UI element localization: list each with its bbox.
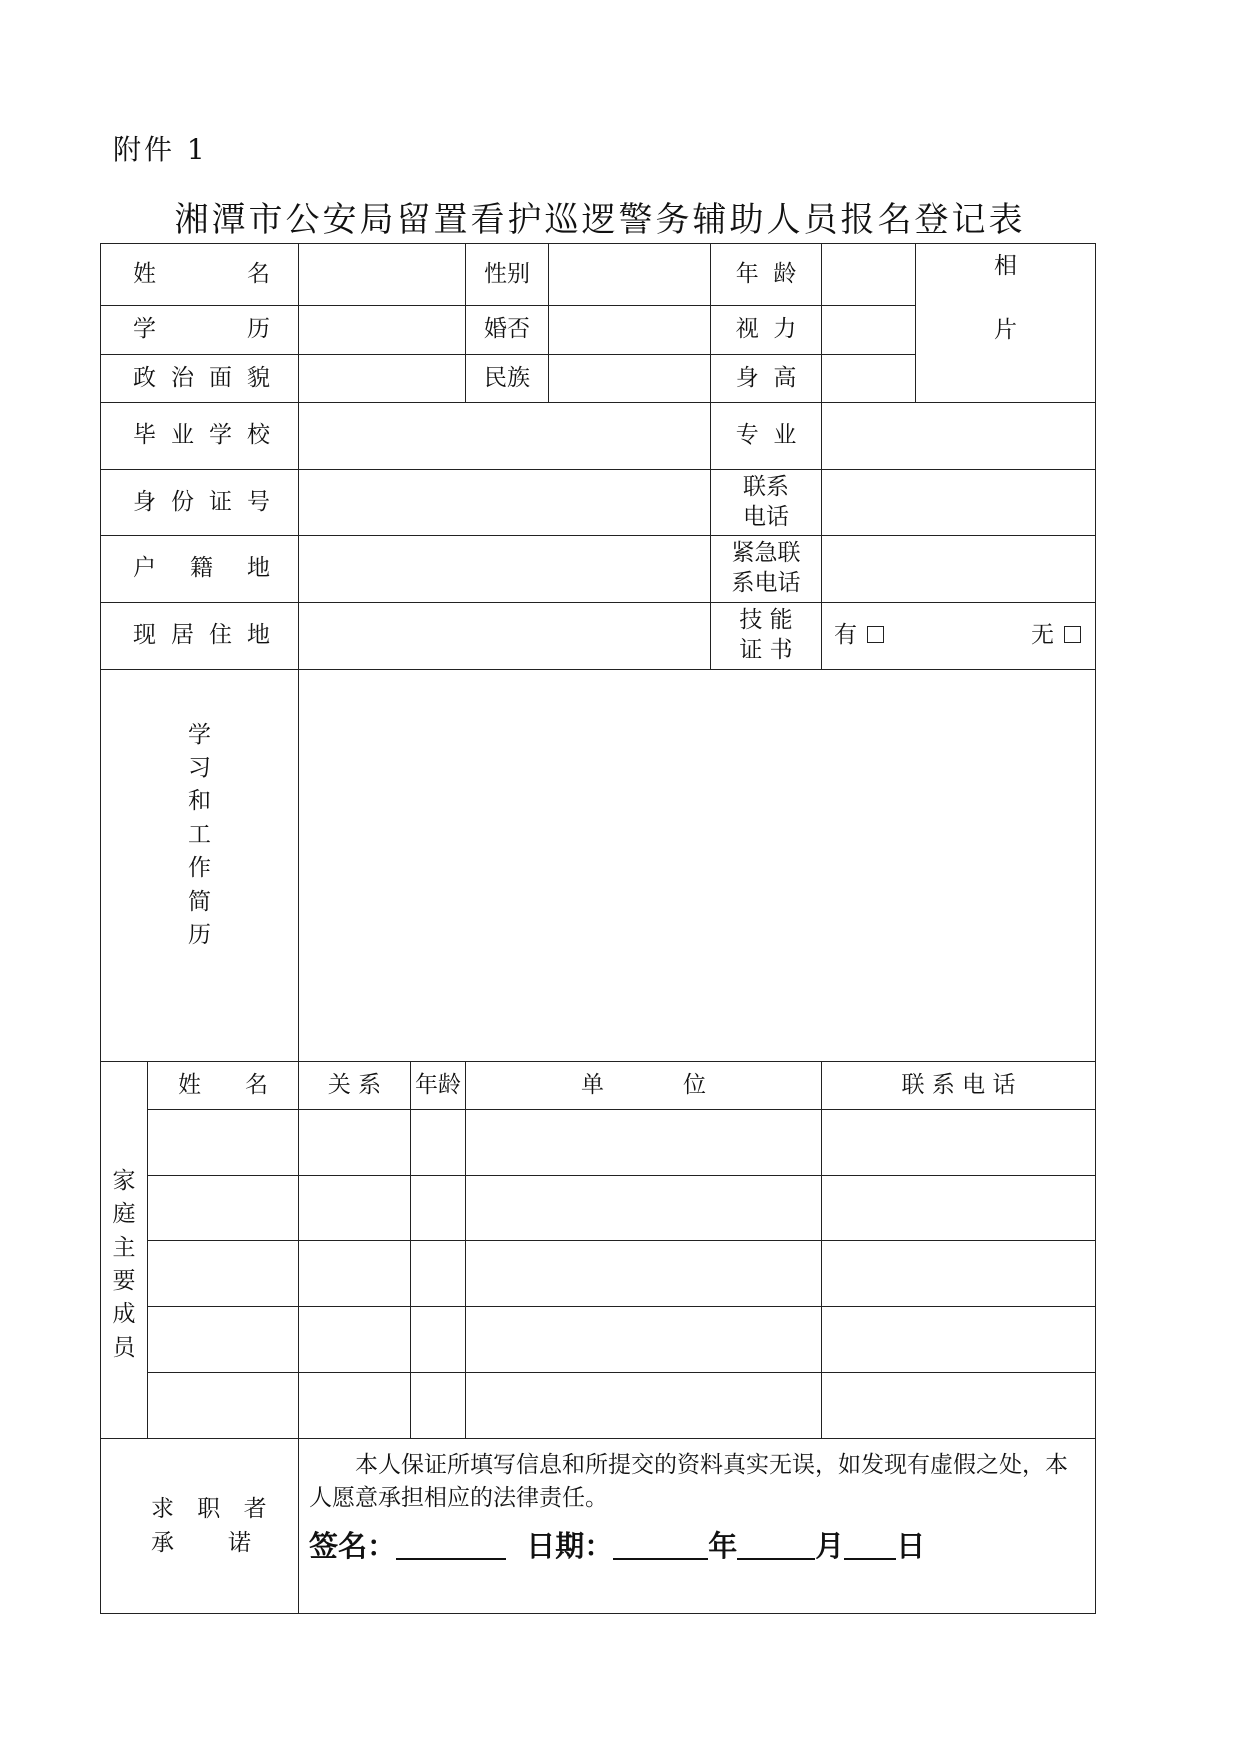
- label-skill-cert: 技 能 证 书: [711, 603, 822, 670]
- field-phone[interactable]: [822, 470, 1096, 536]
- cert-yes-checkbox[interactable]: [867, 626, 884, 643]
- family-cell-unit[interactable]: [466, 1241, 822, 1307]
- family-header-unit: 单 位: [466, 1062, 822, 1110]
- family-cell-phone[interactable]: [822, 1307, 1096, 1373]
- commitment-text: 本人保证所填写信息和所提交的资料真实无误，如发现有虚假之处，本人愿意承担相应的法律责任。: [309, 1452, 1068, 1512]
- field-major[interactable]: [822, 403, 1096, 470]
- family-header-age: 年龄: [411, 1062, 466, 1110]
- label-emergency-phone: 紧急联 系电话: [711, 536, 822, 603]
- field-hukou[interactable]: [299, 536, 711, 603]
- label-phone: 联系 电话: [711, 470, 822, 536]
- field-height[interactable]: [822, 355, 916, 403]
- family-cell-unit[interactable]: [466, 1176, 822, 1241]
- signature-line: [309, 1528, 1085, 1566]
- field-school[interactable]: [299, 403, 711, 470]
- field-name[interactable]: [299, 244, 466, 306]
- family-cell-age[interactable]: [411, 1307, 466, 1373]
- label-major: 专 业: [711, 403, 822, 470]
- family-cell-phone[interactable]: [822, 1241, 1096, 1307]
- field-age[interactable]: [822, 244, 916, 306]
- field-residence[interactable]: [299, 603, 711, 670]
- family-cell-unit[interactable]: [466, 1373, 822, 1439]
- form-title: 湘潭市公安局留置看护巡逻警务辅助人员报名登记表: [174, 200, 1026, 240]
- date-month-field[interactable]: [737, 1530, 815, 1560]
- family-cell-name[interactable]: [148, 1176, 299, 1241]
- family-cell-unit[interactable]: [466, 1110, 822, 1176]
- family-cell-age[interactable]: [411, 1110, 466, 1176]
- photo-label-1: 相: [994, 253, 1017, 279]
- label-vision: 视 力: [711, 306, 822, 355]
- label-commitment: 求 职 者 承 诺: [101, 1439, 299, 1614]
- date-year-field[interactable]: [613, 1530, 708, 1560]
- day-label: 日: [896, 1528, 926, 1563]
- family-cell-phone[interactable]: [822, 1110, 1096, 1176]
- family-cell-name[interactable]: [148, 1307, 299, 1373]
- label-education: 学 历: [101, 306, 299, 355]
- field-id-number[interactable]: [299, 470, 711, 536]
- label-resume: 学 习 和 工 作 简 历: [101, 670, 299, 1062]
- family-cell-relation[interactable]: [299, 1373, 411, 1439]
- field-education[interactable]: [299, 306, 466, 355]
- family-row: [101, 1307, 1096, 1373]
- field-skill-cert: [822, 603, 1096, 670]
- family-row: [101, 1176, 1096, 1241]
- family-row: [101, 1373, 1096, 1439]
- registration-form-table: [100, 243, 1096, 1614]
- field-gender[interactable]: [549, 244, 711, 306]
- family-header-phone: 联 系 电 话: [822, 1062, 1096, 1110]
- family-cell-phone[interactable]: [822, 1176, 1096, 1241]
- cert-no-checkbox[interactable]: [1064, 626, 1081, 643]
- family-cell-age[interactable]: [411, 1373, 466, 1439]
- family-cell-name[interactable]: [148, 1110, 299, 1176]
- family-cell-relation[interactable]: [299, 1307, 411, 1373]
- sign-label: 签名：: [309, 1528, 397, 1563]
- family-cell-relation[interactable]: [299, 1110, 411, 1176]
- cert-yes-option[interactable]: 有: [834, 621, 884, 651]
- commitment-content: [299, 1439, 1096, 1614]
- family-header-name: 姓 名: [148, 1062, 299, 1110]
- label-id-number: 身 份 证 号: [101, 470, 299, 536]
- photo-label-2: 片: [994, 316, 1017, 343]
- label-gender: 性别: [466, 244, 549, 306]
- date-day-field[interactable]: [844, 1530, 896, 1560]
- month-label: 月: [815, 1528, 845, 1563]
- family-cell-age[interactable]: [411, 1176, 466, 1241]
- photo-box[interactable]: [916, 244, 1096, 403]
- date-label: 日期：: [526, 1528, 614, 1563]
- family-header-relation: 关 系: [299, 1062, 411, 1110]
- label-marital: 婚否: [466, 306, 549, 355]
- label-ethnicity: 民族: [466, 355, 549, 403]
- field-marital[interactable]: [549, 306, 711, 355]
- family-cell-relation[interactable]: [299, 1176, 411, 1241]
- field-ethnicity[interactable]: [549, 355, 711, 403]
- field-emergency-phone[interactable]: [822, 536, 1096, 603]
- attachment-label: 附件 1: [113, 133, 208, 166]
- cert-no-option[interactable]: 无: [1031, 621, 1081, 651]
- label-name: 姓 名: [101, 244, 299, 306]
- family-cell-name[interactable]: [148, 1373, 299, 1439]
- label-political: 政 治 面 貌: [101, 355, 299, 403]
- label-height: 身 高: [711, 355, 822, 403]
- label-age: 年 龄: [711, 244, 822, 306]
- year-label: 年: [708, 1528, 738, 1563]
- family-cell-age[interactable]: [411, 1241, 466, 1307]
- field-vision[interactable]: [822, 306, 916, 355]
- sign-field[interactable]: [396, 1530, 506, 1560]
- field-political[interactable]: [299, 355, 466, 403]
- label-family: 家 庭 主 要 成 员: [101, 1062, 148, 1439]
- label-hukou: 户 籍 地: [101, 536, 299, 603]
- label-residence: 现 居 住 地: [101, 603, 299, 670]
- field-resume[interactable]: [299, 670, 1096, 1062]
- family-cell-name[interactable]: [148, 1241, 299, 1307]
- family-row: [101, 1241, 1096, 1307]
- family-cell-phone[interactable]: [822, 1373, 1096, 1439]
- family-cell-unit[interactable]: [466, 1307, 822, 1373]
- label-school: 毕 业 学 校: [101, 403, 299, 470]
- family-row: [101, 1110, 1096, 1176]
- family-cell-relation[interactable]: [299, 1241, 411, 1307]
